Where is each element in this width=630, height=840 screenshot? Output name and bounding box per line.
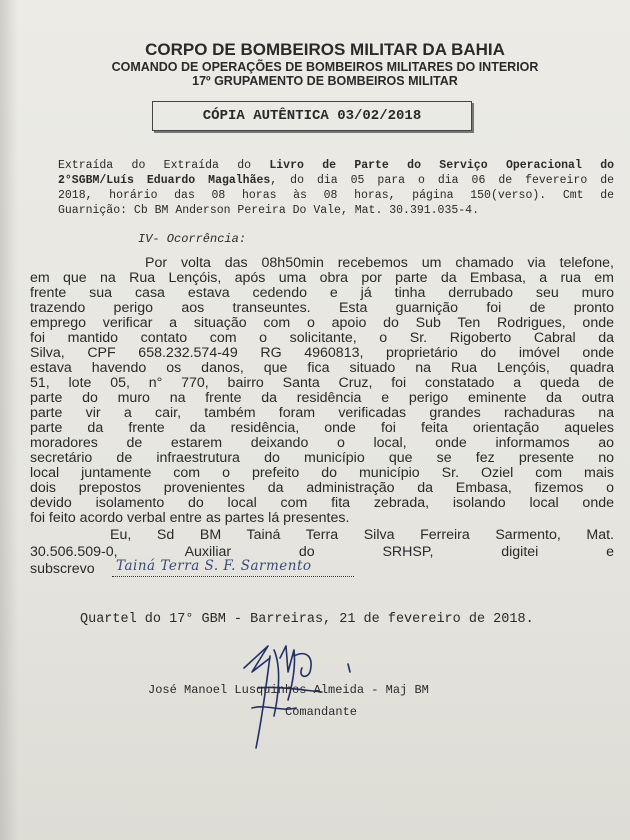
- authentic-copy-box: CÓPIA AUTÊNTICA 03/02/2018: [152, 101, 472, 131]
- handwritten-underline: [112, 576, 354, 578]
- body-line: devido isolamento do local com fita zebrada, isolando local onde: [30, 495, 614, 511]
- body-line: parte do muro na frente da residência e perigo eminente da outra: [30, 390, 614, 406]
- intro-book-name: Livro de Parte do Serviço Operacional do: [269, 159, 614, 172]
- header-institution: CORPO DE BOMBEIROS MILITAR DA BAHIA: [145, 40, 505, 59]
- handwritten-text: Tainá Terra S. F. Sarmento: [116, 558, 312, 574]
- subscrevo-label: subscrevo: [30, 561, 95, 577]
- body-line: Silva, CPF 658.232.574-49 RG 4960813, proprietário do imóvel onde: [30, 345, 614, 361]
- body-line: secretário de infraestrutura do município que se fez presente no: [30, 450, 614, 466]
- intro-line-2b: , do dia 05 para o dia 06 de fevereiro de: [270, 174, 614, 187]
- body-line: estava havendo os danos, que fica situado na Rua Lençóis, quadra: [30, 360, 614, 376]
- intro-line-4: Guarnição: Cb BM Anderson Pereira Do Vale, Mat. 30.391.035-4.: [58, 204, 479, 217]
- body-line: em que na Rua Lençóis, após uma obra por parte da Embasa, a rua em: [30, 270, 614, 286]
- section-title: IV- Ocorrência:: [138, 232, 247, 246]
- header-group: 17º GRUPAMENTO DE BOMBEIROS MILITAR: [192, 74, 458, 88]
- intro-unit: 2°SGBM/Luís Eduardo Magalhães: [58, 174, 271, 187]
- handwritten-name: [112, 560, 358, 582]
- header-command: COMANDO DE OPERAÇÕES DE BOMBEIROS MILITARES DO INTERIOR: [111, 60, 539, 74]
- body-line: 51, lote 05, n° 770, bairro Santa Cruz, foi constatado a queda de: [30, 375, 614, 391]
- body-line: moradores de estarem deixando o local, onde informamos ao: [30, 435, 614, 451]
- body-line: emprego verificar a situação com o apoio do Sub Ten Rodrigues, onde: [30, 315, 614, 331]
- body-line: trazendo perigo aos transeuntes. Esta guarnição foi de pronto: [30, 300, 614, 316]
- intro-line-2: [58, 173, 614, 188]
- body-line: parte vir a cair, também foram verificadas grandes rachaduras na: [30, 405, 614, 421]
- body-line: Eu, Sd BM Tainá Terra Silva Ferreira Sarmento, Mat.: [110, 527, 614, 543]
- signatory-role: Comandante: [285, 705, 358, 719]
- body-line: 30.506.509-0, Auxiliar do SRHSP, digitei e: [30, 544, 614, 560]
- body-line: frente sua casa estava cedendo e já tinha derrubado seu muro: [30, 285, 614, 301]
- page-edge-shadow: [0, 0, 18, 840]
- date-line: Quartel do 17° GBM - Barreiras, 21 de fevereiro de 2018.: [80, 612, 534, 627]
- intro-line-3: 2018, horário das 08 horas às 08 horas, página 150(verso). Cmt de: [58, 189, 614, 202]
- body-line: foi feito acordo verbal entre as partes lá presentes.: [30, 510, 350, 526]
- body-line: Por volta das 08h50min recebemos um chamado via telefone,: [145, 255, 614, 271]
- body-line: foi mantido contato com o solicitante, o Sr. Rigoberto Cabral da: [30, 330, 614, 346]
- body-line: parte da frente da residência, onde foi feita orientação aqueles: [30, 420, 614, 436]
- body-line: dois prepostos provenientes da administração da Embasa, fizemos o: [30, 480, 614, 496]
- intro-line-1: [58, 158, 614, 173]
- intro-line-1a: Extraída do Extraída do: [58, 159, 270, 172]
- signatory-name: José Manoel Lusquinhos Almeida - Maj BM: [148, 683, 429, 697]
- body-line: local juntamente com o prefeito do município Sr. Oziel com mais: [30, 465, 614, 481]
